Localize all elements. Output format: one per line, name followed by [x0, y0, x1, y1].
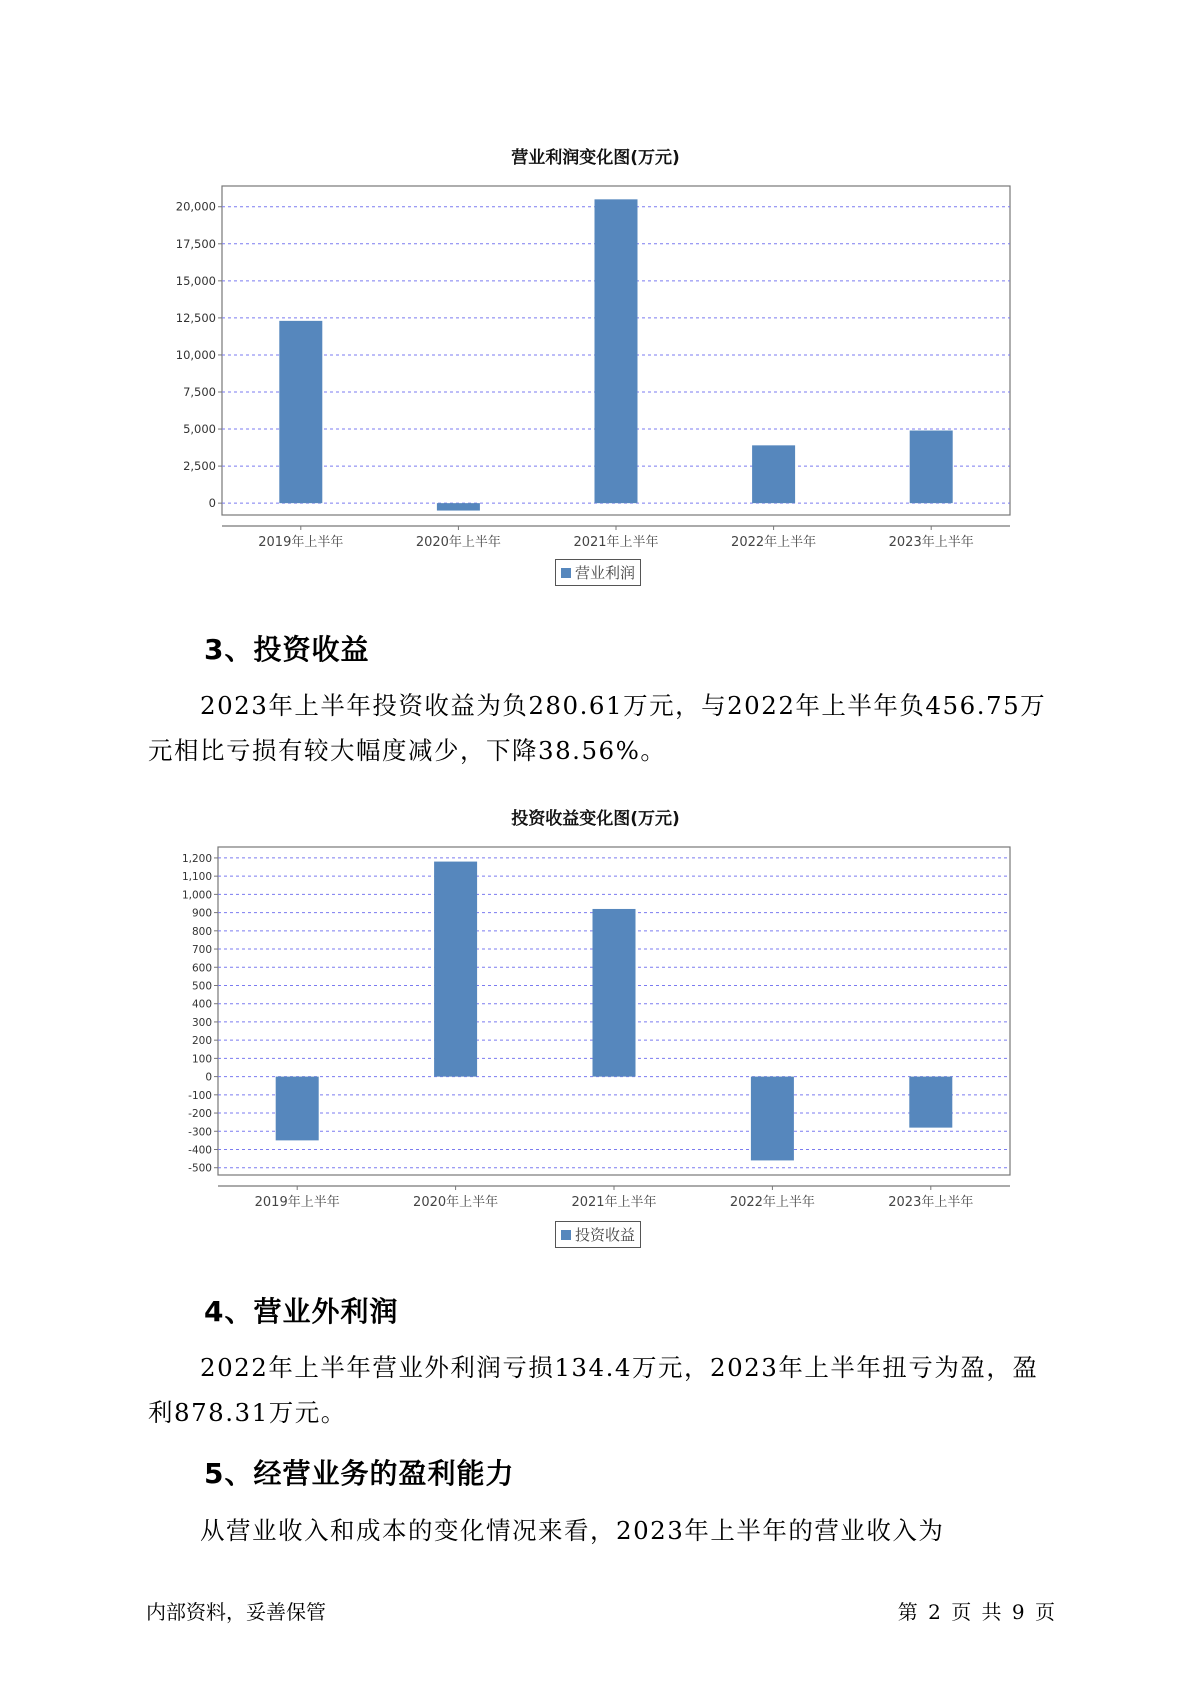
y-tick-label: 1,100 — [181, 871, 212, 884]
paragraph-line: 2022年上半年营业外利润亏损134.4万元，2023年上半年扭亏为盈，盈 — [200, 1353, 1039, 1382]
y-tick-label: 7,500 — [183, 384, 216, 399]
y-tick-label: 200 — [191, 1035, 212, 1048]
bar — [909, 1077, 952, 1128]
chart2-title: 投资收益变化图(万元) — [511, 809, 680, 829]
x-tick-label: 2020年上半年 — [415, 535, 501, 550]
y-tick-label: 1,200 — [181, 852, 212, 865]
paragraph-line: 元相比亏损有较大幅度减少，下降38.56%。 — [148, 736, 667, 765]
bar — [434, 862, 477, 1077]
y-tick-label: -500 — [188, 1162, 212, 1175]
y-tick-label: 300 — [191, 1016, 212, 1029]
chart1-title: 营业利润变化图(万元) — [511, 148, 680, 168]
x-tick-label: 2022年上半年 — [731, 535, 817, 550]
y-tick-label: 15,000 — [175, 273, 216, 288]
y-tick-label: 1,000 — [181, 889, 212, 902]
bar — [751, 1077, 794, 1161]
y-tick-label: 600 — [191, 962, 212, 975]
y-tick-label: -400 — [188, 1144, 212, 1157]
footer-page-number: 第 2 页 共 9 页 — [897, 1600, 1055, 1624]
paragraph-line: 从营业收入和成本的变化情况来看，2023年上半年的营业收入为 — [200, 1516, 945, 1545]
y-tick-label: 2,500 — [183, 459, 216, 474]
chart2-legend — [555, 1221, 641, 1248]
x-tick-label: 2019年上半年 — [254, 1195, 340, 1210]
y-tick-label: 500 — [191, 980, 212, 993]
y-tick-label: 800 — [191, 925, 212, 938]
bar — [276, 1077, 319, 1141]
y-tick-label: 0 — [208, 496, 216, 511]
y-tick-label: -200 — [188, 1108, 212, 1121]
y-tick-label: 12,500 — [175, 310, 216, 325]
legend-label: 营业利润 — [575, 564, 636, 582]
section4-heading: 4、营业外利润 — [204, 1295, 399, 1328]
y-tick-label: 900 — [191, 907, 212, 920]
x-tick-label: 2021年上半年 — [571, 1195, 657, 1210]
y-tick-label: 10,000 — [175, 347, 216, 362]
section3-heading: 3、投资收益 — [204, 633, 370, 666]
x-tick-label: 2019年上半年 — [258, 535, 344, 550]
x-tick-label: 2023年上半年 — [888, 1195, 974, 1210]
paragraph-line: 利878.31万元。 — [148, 1398, 347, 1427]
footer-confidential: 内部资料，妥善保管 — [146, 1600, 326, 1624]
section5-heading: 5、经营业务的盈利能力 — [204, 1457, 515, 1490]
y-tick-label: 700 — [191, 944, 212, 957]
y-tick-label: 0 — [205, 1071, 212, 1084]
section5-paragraph — [148, 1508, 1058, 1553]
y-tick-label: -300 — [188, 1126, 212, 1139]
x-tick-label: 2021年上半年 — [573, 535, 659, 550]
legend-label: 投资收益 — [575, 1226, 636, 1244]
paragraph-line: 2023年上半年投资收益为负280.61万元，与2022年上半年负456.75万 — [200, 691, 1047, 720]
legend-swatch — [561, 1230, 571, 1240]
y-tick-label: 17,500 — [175, 236, 216, 251]
y-tick-label: -100 — [188, 1089, 212, 1102]
x-tick-label: 2020年上半年 — [413, 1195, 499, 1210]
x-tick-label: 2022年上半年 — [729, 1195, 815, 1210]
y-tick-label: 400 — [191, 998, 212, 1011]
bar — [593, 909, 636, 1077]
y-tick-label: 20,000 — [175, 199, 216, 214]
y-tick-label: 5,000 — [183, 422, 216, 437]
section4-paragraph — [148, 1345, 1058, 1435]
y-tick-label: 100 — [191, 1053, 212, 1066]
x-tick-label: 2023年上半年 — [888, 535, 974, 550]
